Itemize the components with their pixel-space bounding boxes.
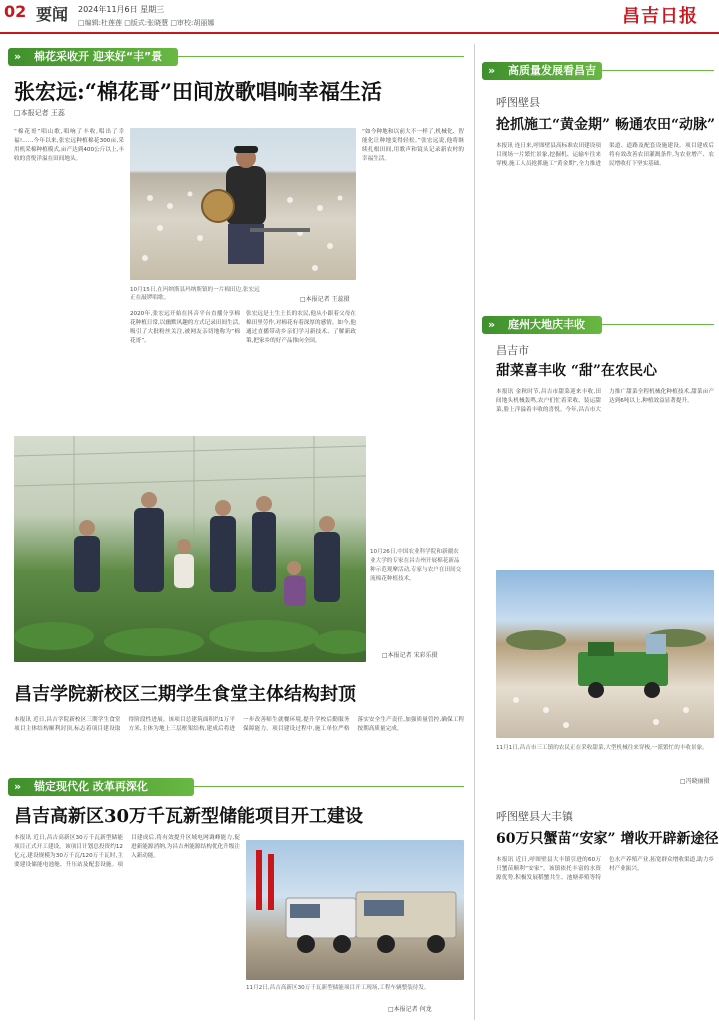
section-name: 要闻 xyxy=(36,5,69,24)
harvester-illustration xyxy=(496,570,714,738)
editor-credits: □编辑:杜莲莲 □版式:张晓慧 □审校:胡丽娜 xyxy=(78,19,215,27)
chevron-icon: » xyxy=(14,50,22,63)
section-banner-harvest-festival xyxy=(482,316,602,334)
section-banner-harvest xyxy=(8,48,178,66)
story-body: 本报讯 近日,昌吉高新区30万千瓦新型储能项目正式开工建设。该项目计划总投资约12亿元,建设规模为30万千瓦/120万千瓦时,主要建设储能电池舱、升压站及配套设施。项目建成后,将有效提升区域电网调峰能力,促进新能源消纳,为昌吉州能源结构优化升级注入新动能。 xyxy=(14,835,240,868)
photo-credit: □本报记者 王蕊摄 xyxy=(300,296,350,303)
chevron-icon: » xyxy=(488,318,496,331)
banner-rule xyxy=(602,70,714,71)
section-banner-development xyxy=(482,62,602,80)
story-title-sugarbeet: 甜菜喜丰收 “甜”在农民心 xyxy=(496,363,657,379)
banner-rule xyxy=(194,786,464,787)
banner-label: 锚定现代化 改革再深化 xyxy=(34,780,148,793)
photo-caption: 10月26日,中国农业科学院和新疆农业大学的专家在昌吉州开展棉花新品种示范观摩活动,专家与农户在田间交流棉花种植技术。 xyxy=(370,549,462,582)
chevron-icon: » xyxy=(488,64,496,77)
story-body-column: “如今种地和以前大不一样了,机械化、智能化让种地变得轻松。”张宏远说,他将继续扎根田间,用歌声和镜头记录新农村的幸福生活。 xyxy=(362,129,464,162)
banner-rule xyxy=(602,324,714,325)
farmer-illustration xyxy=(130,128,356,280)
page-number: 02 xyxy=(4,2,27,21)
banner-rule xyxy=(178,56,464,57)
story-kicker: 呼图壁县 xyxy=(496,96,540,109)
story-body-column: 2020年,张宏远开始在抖音平台直播分享棉花种植日常,以幽默风趣的方式记录田间生活,吸引了大批粉丝关注,被网友亲切地称为“棉花哥”。 xyxy=(130,311,240,344)
story-kicker: 昌吉市 xyxy=(496,344,529,357)
photo-credit: □本报记者 宋彩乐摄 xyxy=(382,652,438,659)
column-divider xyxy=(474,44,475,1020)
greenhouse-illustration xyxy=(14,436,366,662)
chevron-icon: » xyxy=(14,780,22,793)
story-body-column: “棉花哥”唱山歌,唱响了丰收,唱出了幸福!……今年以来,张宏远种植棉花300亩,采用机采棉种植模式,亩产达到400公斤以上,丰收的喜悦洋溢在田间地头。 xyxy=(14,129,124,162)
banner-label: 棉花采收开 迎来好“丰”景 xyxy=(34,50,163,63)
story-body: 本报讯 近日,呼图壁县大丰镇引进的60万只蟹苗顺利“安家”。该镇依托丰富的水资源优势,积极发展稻蟹共生、池塘养殖等特色水产养殖产业,拓宽群众增收渠道,助力乡村产业振兴。 xyxy=(496,857,714,881)
story-body-column: 张宏远是土生土长的农民,他从小跟着父母在棉田里劳作,对棉花有着深厚的感情。如今,他通过直播带动乡亲们学习新技术、了解新政策,把家乡的好产品推向全国。 xyxy=(246,311,356,344)
story-body: 本报讯 近日,昌吉学院新校区三期学生食堂项目主体结构顺利封顶,标志着项目建设取得阶段性进展。该项目总建筑面积约1万平方米,主体为地上三层框架结构,建成后将进一步改善师生就餐环境,提升学校后勤服务保障能力。项目建设过程中,施工单位严格落实安全生产责任,加强质量管控,确保工程按期高质量完成。 xyxy=(14,717,464,732)
beet-harvest-photo xyxy=(496,570,714,738)
story-title-canteen: 昌吉学院新校区三期学生食堂主体结构封顶 xyxy=(14,684,356,705)
photo-caption: 10月15日,在玛纳斯县玛纳斯镇的一片棉田边,张宏远正在敲锣唱歌。 xyxy=(130,287,260,301)
story-kicker: 呼图壁县大丰镇 xyxy=(496,810,573,823)
story-byline: □本报记者 王蕊 xyxy=(14,109,65,117)
photo-credit: □本报记者 何龙 xyxy=(388,1006,432,1013)
photo-caption: 11月2日,昌吉高新区30万千瓦新型储能项目开工现场,工程车辆整装待发。 xyxy=(246,985,430,991)
trucks-illustration xyxy=(246,840,464,980)
construction-trucks-photo xyxy=(246,840,464,980)
story-title-cotton: 张宏远:“棉花哥”田间放歌唱响幸福生活 xyxy=(14,79,382,104)
cotton-farmer-photo xyxy=(130,128,356,280)
story-body: 本报讯 连日来,呼图壁县高标准农田建设项目现场一片繁忙景象,挖掘机、运输车往来穿梭,施工人员抢抓施工“黄金期”,全力推进渠道、道路及配套设施建设。项目建成后将有效改善农田灌溉条件,为农业增产、农民增收打下坚实基础。 xyxy=(496,143,714,167)
photo-caption: 11月1日,昌吉市三工镇的农民正在采收甜菜,大型机械往来穿梭,一派繁忙的丰收景象。 xyxy=(496,745,708,751)
photo-credit: □冯晓丽摄 xyxy=(680,778,710,785)
banner-label: 庭州大地庆丰收 xyxy=(508,318,585,331)
section-banner-reform xyxy=(8,778,194,796)
story-title-farmland: 抢抓施工“黄金期” 畅通农田“动脉” xyxy=(496,117,716,133)
story-title-crab: 60万只蟹苗“安家” 增收开辟新途径 xyxy=(496,831,719,847)
newspaper-logo: 昌吉日报 xyxy=(622,6,698,27)
greenhouse-visit-photo xyxy=(14,436,366,662)
story-body: 本报讯 金秋时节,昌吉市甜菜迎来丰收,田间地头机械轰鸣,农户们忙着采收、装运甜菜,脸上洋溢着丰收的喜悦。今年,昌吉市大力推广甜菜全程机械化种植技术,甜菜亩产达到6吨以上,种植效益显著提升。 xyxy=(496,389,714,413)
banner-label: 高质量发展看昌吉 xyxy=(508,64,596,77)
issue-date: 2024年11月6日 星期三 xyxy=(78,5,165,14)
story-title-storage: 昌吉高新区30万千瓦新型储能项目开工建设 xyxy=(14,806,364,827)
